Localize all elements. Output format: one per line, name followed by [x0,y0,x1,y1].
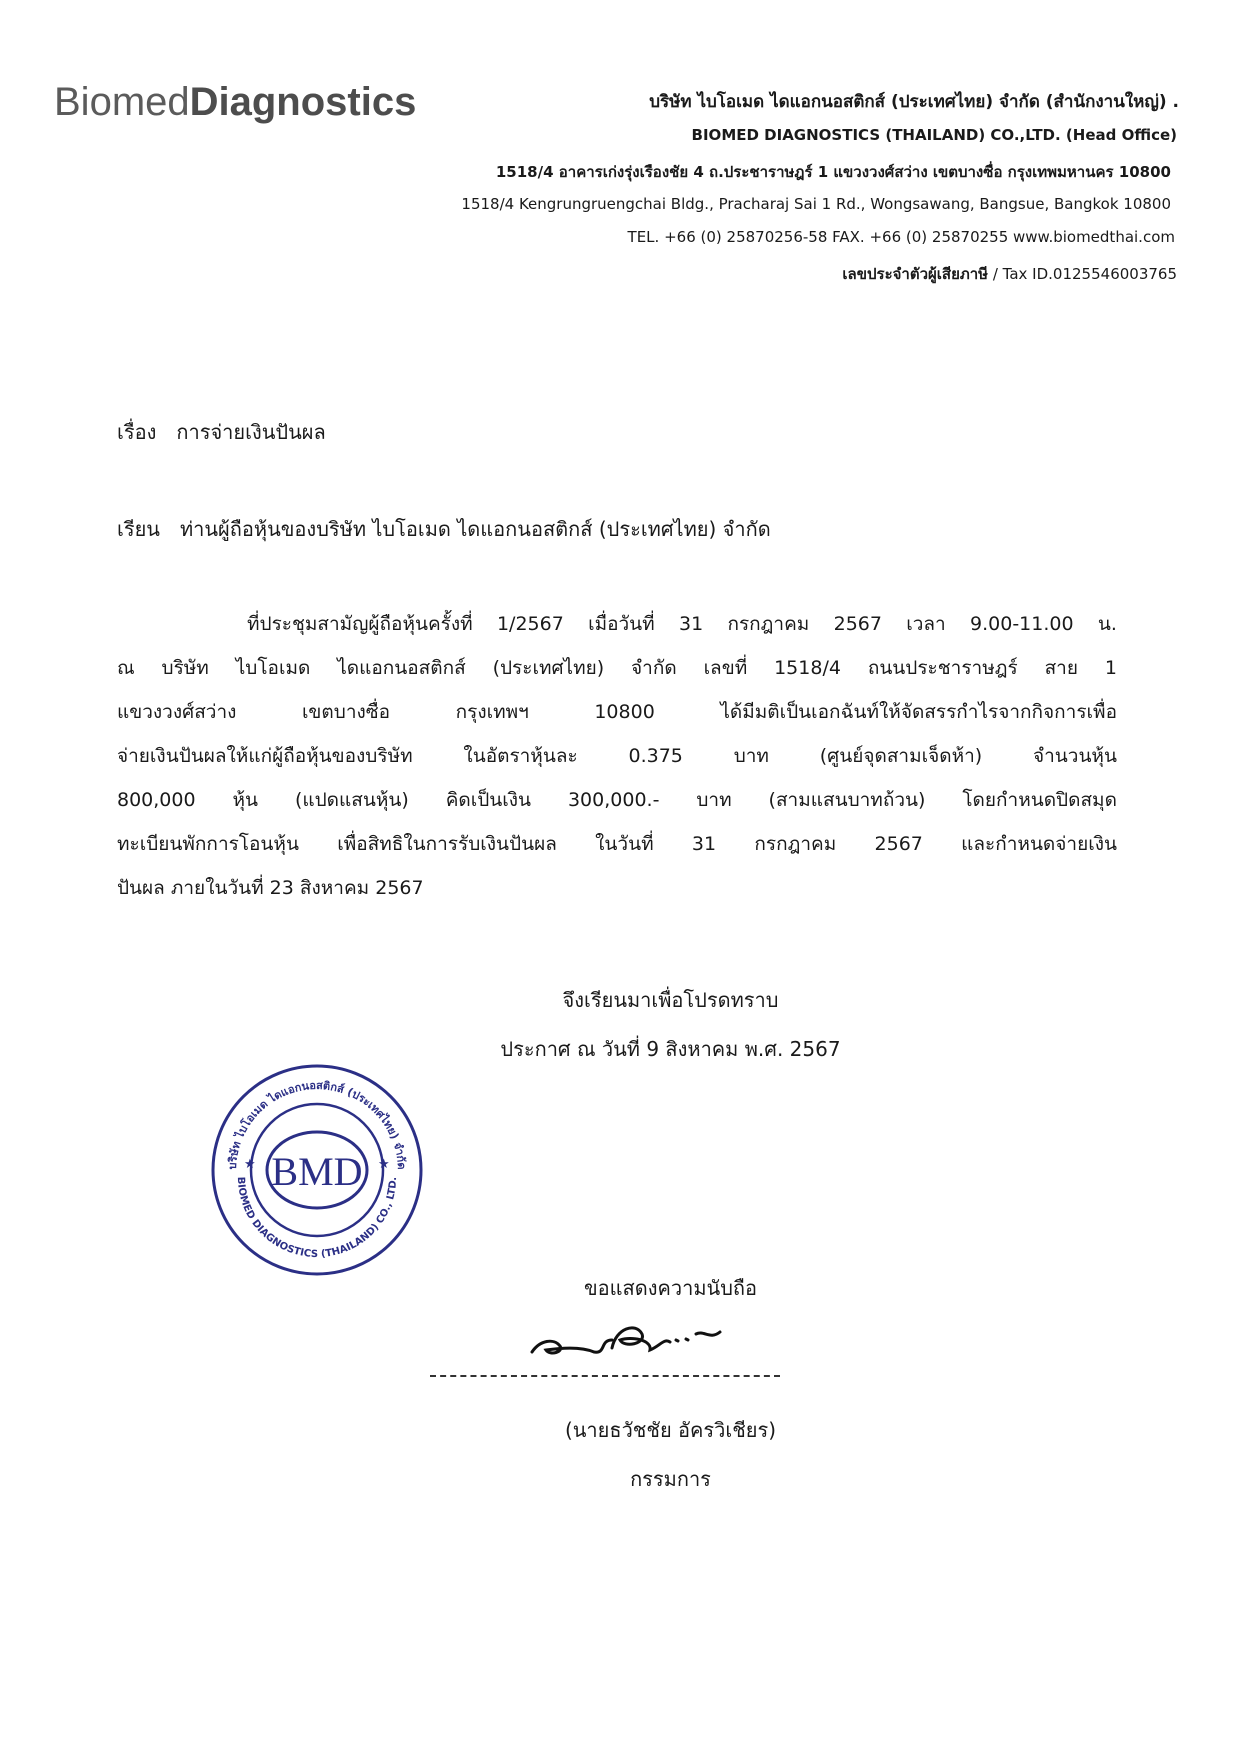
seal-star-right-icon: ★ [378,1157,390,1172]
body-line [117,778,1117,822]
body-word: เลขที่ [703,657,748,679]
body-word: 0.375 [628,745,683,767]
tax-id-label: เลขประจำตัวผู้เสียภาษี [842,265,989,283]
address-english: 1518/4 Kengrungruengchai Bldg., Pracharaj Sai 1 Rd., Wongsawang, Bangsue, Bangkok 10800 [461,195,1171,213]
body-word: บาท [733,745,769,767]
announcement-date: ประกาศ ณ วันที่ 9 สิงหาคม พ.ศ. 2567 [500,1037,841,1061]
body-line [117,822,1117,866]
body-word: 2567 [833,613,882,635]
body-word: ในอัตราหุ้นละ [463,745,578,767]
body-line [117,602,1117,646]
body-word: สาย [1044,657,1078,679]
body-word: น. [1097,613,1117,635]
body-word: (สามแสนบาทถ้วน) [768,789,926,811]
seal-ring-bottom-text: BIOMED DIAGNOSTICS (THAILAND) CO., LTD. [234,1176,400,1261]
body-word: 9.00-11.00 [970,613,1074,635]
company-logo [54,80,416,125]
body-word: คิดเป็นเงิน [445,789,532,811]
body-word: ทะเบียนพักการโอนหุ้น [117,833,299,855]
body-word: กรุงเทพฯ [455,701,529,723]
seal-center-text: BMD [271,1149,363,1194]
body-word: (ศูนย์จุดสามเจ็ดห้า) [819,745,983,767]
body-word: กรกฎาคม [727,613,810,635]
signer-name: (นายธวัชชัย อัครวิเชียร) [564,1418,777,1442]
seal-ring-top-text: บริษัท ไบโอเมด ไดแอกนอสติกส์ (ประเทศไทย) จำกัด [225,1078,409,1170]
body-word: เวลา [906,613,946,635]
seal-star-left-icon: ★ [244,1157,256,1172]
contact-info: TEL. +66 (0) 25870256-58 FAX. +66 (0) 25870255 www.biomedthai.com [627,228,1175,246]
body-word: และกำหนดจ่ายเงิน [961,833,1117,855]
body-word: 10800 [594,701,655,723]
body-word: เพื่อสิทธิในการรับเงินปันผล [337,833,557,855]
body-word: ณ [117,657,135,679]
body-line [117,690,1117,734]
handwritten-signature [520,1310,760,1370]
signer-title: กรรมการ [630,1467,711,1491]
body-paragraph [117,602,1117,910]
body-word: ในวันที่ [595,833,654,855]
body-word: ไบโอเมด [235,657,311,679]
tax-id-line [842,262,1177,286]
body-word: ไดแอกนอสติกส์ [337,657,466,679]
body-word: 1518/4 [774,657,841,679]
subject-line [117,416,326,448]
body-word: จำนวนหุ้น [1032,745,1117,767]
body-word: 2567 [874,833,923,855]
body-word: 31 [691,833,717,855]
recipient-text: ท่านผู้ถือหุ้นของบริษัท ไบโอเมด ไดแอกนอสติกส์ (ประเทศไทย) จำกัด [179,517,771,541]
regards-text: ขอแสดงความนับถือ [583,1276,758,1300]
body-word: ที่ประชุมสามัญผู้ถือหุ้นครั้งที่ [247,613,473,635]
body-word: ปันผล ภายในวันที่ 23 สิงหาคม 2567 [117,877,424,899]
body-line [117,734,1117,778]
body-word: 800,000 [117,789,196,811]
logo-text-biomed: Biomed [54,80,190,124]
tax-id-value: / Tax ID.0125546003765 [988,265,1177,283]
body-word: เมื่อวันที่ [588,613,655,635]
body-word: กรกฎาคม [754,833,837,855]
body-word: หุ้น [232,789,259,811]
logo-text-diagnostics: Diagnostics [189,80,417,124]
signature-line [430,1375,780,1377]
body-word: 1/2567 [496,613,564,635]
body-word: จำกัด [631,657,677,679]
body-word: บาท [696,789,732,811]
body-word: จ่ายเงินปันผลให้แก่ผู้ถือหุ้นของบริษัท [117,745,413,767]
body-word: โดยกำหนดปิดสมุด [962,789,1117,811]
subject-label: เรื่อง [117,420,157,444]
body-word: แขวงวงศ์สว่าง [117,701,237,723]
body-line [117,646,1117,690]
company-seal [210,1063,424,1277]
subject-text: การจ่ายเงินปันผล [176,420,326,444]
body-word: (ประเทศไทย) [492,657,605,679]
company-name-english: BIOMED DIAGNOSTICS (THAILAND) CO.,LTD. (Head Office) [691,126,1177,144]
body-word: (แปดแสนหุ้น) [294,789,409,811]
address-thai: 1518/4 อาคารเก่งรุ่งเรืองชัย 4 ถ.ประชาราษฎร์ 1 แขวงวงศ์สว่าง เขตบางซื่อ กรุงเทพมหานคร 10800 [495,163,1171,181]
body-word: 1 [1104,657,1117,679]
body-word: 300,000.- [567,789,660,811]
body-word: เขตบางซื่อ [301,701,391,723]
body-line [117,866,1117,910]
closing-text: จึงเรียนมาเพื่อโปรดทราบ [562,988,779,1012]
company-name-thai: บริษัท ไบโอเมด ไดแอกนอสติกส์ (ประเทศไทย) จำกัด (สำนักงานใหญ่) . [649,92,1179,112]
body-word: ถนนประชาราษฎร์ [867,657,1018,679]
body-word: 31 [678,613,704,635]
body-word: ได้มีมติเป็นเอกฉันท์ให้จัดสรรกำไรจากกิจการเพื่อ [720,701,1117,723]
body-word: บริษัท [161,657,209,679]
recipient-label: เรียน [117,517,160,541]
recipient-line [117,513,771,545]
